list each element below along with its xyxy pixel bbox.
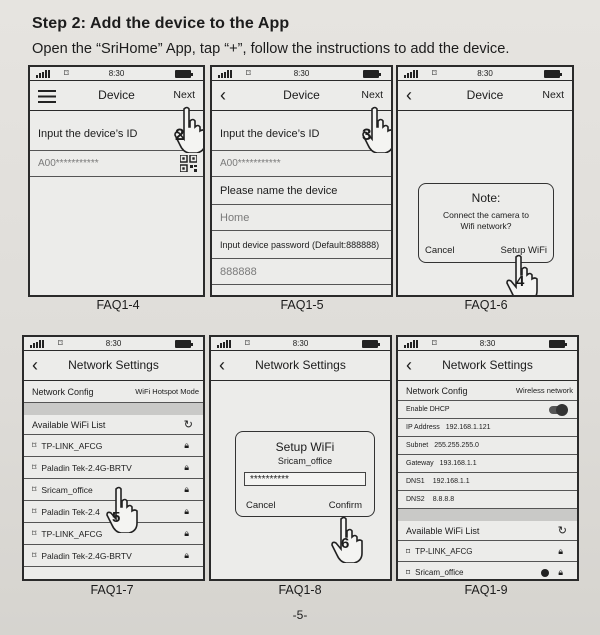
step-description: Open the “SriHome” App, tap “+”, follow the instructions to add the device. xyxy=(32,41,510,57)
dialog-ssid: Sricam_office xyxy=(277,456,333,466)
connected-dot-icon xyxy=(541,569,549,577)
lock-icon: 🔒︎ xyxy=(184,440,189,450)
subnet-label: Subnet xyxy=(406,442,429,449)
nav-title: Device xyxy=(283,88,320,102)
status-time: 8:30 xyxy=(477,69,493,78)
phone-screen-faq1-4 xyxy=(28,65,205,297)
dialog-text-line2: Wifi network? xyxy=(460,221,512,231)
wifi-icon: ⌑ xyxy=(432,68,437,78)
caption-faq1-6: FAQ1-6 xyxy=(464,298,508,312)
wifi-icon: ⌑ xyxy=(245,338,250,348)
lock-icon: 🔒︎ xyxy=(184,506,189,516)
confirm-button[interactable]: Confirm xyxy=(328,500,362,511)
wifi-ssid: TP-LINK_AFCG xyxy=(41,528,103,539)
wifi-icon: ⌑ xyxy=(246,68,251,78)
device-id-input[interactable]: A00*********** xyxy=(30,151,203,177)
dns2-row xyxy=(398,491,577,509)
caption-faq1-9: FAQ1-9 xyxy=(464,583,508,597)
tap-step-number: 4 xyxy=(516,273,525,290)
network-config-row[interactable] xyxy=(398,381,577,401)
dhcp-label: Enable DHCP xyxy=(406,406,450,413)
gateway-value[interactable]: 193.168.1.1 xyxy=(439,460,477,467)
back-arrow-icon[interactable]: ‹ xyxy=(32,355,38,375)
caption-faq1-8: FAQ1-8 xyxy=(278,583,322,597)
ip-address-row xyxy=(398,419,577,437)
battery-icon xyxy=(544,70,560,78)
lock-icon: 🔒︎ xyxy=(184,462,189,472)
status-time: 8:30 xyxy=(293,69,310,78)
status-bar xyxy=(24,337,203,351)
device-password-input[interactable]: 888888 xyxy=(212,259,391,285)
wifi-list-item[interactable] xyxy=(24,545,203,567)
status-time: 8:30 xyxy=(479,339,496,348)
network-config-row[interactable] xyxy=(24,381,203,403)
phone-screen-faq1-8 xyxy=(209,335,392,581)
nav-title: Device xyxy=(98,88,135,102)
refresh-icon[interactable]: ↻ xyxy=(557,525,567,537)
wifi-icon: ⌑ xyxy=(432,338,437,348)
page-number: -5- xyxy=(292,608,308,622)
caption-faq1-4: FAQ1-4 xyxy=(96,298,140,312)
wifi-icon: ⌑ xyxy=(32,506,37,516)
section-divider xyxy=(24,403,203,415)
nav-title: Network Settings xyxy=(442,358,533,372)
navbar xyxy=(211,351,390,381)
caption-faq1-5: FAQ1-5 xyxy=(280,298,324,312)
wifi-ssid: Sricam_office xyxy=(415,568,464,577)
subnet-value[interactable]: 255.255.255.0 xyxy=(434,442,479,449)
network-config-label: Network Config xyxy=(32,386,94,397)
note-dialog xyxy=(418,183,554,263)
gateway-label: Gateway xyxy=(406,460,434,467)
wifi-ssid: Paladin Tek-2.4 xyxy=(41,506,100,517)
navbar xyxy=(398,81,572,111)
device-name-label: Please name the device xyxy=(212,177,391,205)
back-arrow-icon[interactable]: ‹ xyxy=(220,85,226,105)
dns1-value[interactable]: 192.168.1.1 xyxy=(432,478,470,485)
wifi-ssid: TP-LINK_AFCG xyxy=(41,440,103,451)
dialog-text-line1: Connect the camera to xyxy=(443,210,529,220)
phone-screen-faq1-6 xyxy=(396,65,574,297)
qr-code-icon[interactable] xyxy=(180,155,197,172)
dhcp-toggle[interactable] xyxy=(549,406,567,414)
device-password-label: Input device password (Default:888888) xyxy=(212,231,391,259)
device-name-input[interactable]: Home xyxy=(212,205,391,231)
nav-title: Device xyxy=(466,88,504,102)
lock-icon: 🔒︎ xyxy=(184,484,189,494)
wifi-icon: ⌑ xyxy=(58,338,63,348)
status-bar xyxy=(398,67,572,81)
nav-title: Network Settings xyxy=(68,358,159,372)
wifi-list-item[interactable] xyxy=(24,457,203,479)
wifi-icon: ⌑ xyxy=(406,546,411,556)
dialog-title: Note: xyxy=(471,191,501,205)
battery-icon xyxy=(549,340,565,348)
dns2-label: DNS2 xyxy=(406,496,425,503)
wifi-icon: ⌑ xyxy=(32,550,37,560)
battery-icon xyxy=(363,70,379,78)
next-button[interactable]: Next xyxy=(542,89,564,101)
nav-title: Network Settings xyxy=(255,358,346,372)
wifi-icon: ⌑ xyxy=(32,528,37,538)
wifi-list-header xyxy=(24,415,203,435)
phone-screen-faq1-5 xyxy=(210,65,393,297)
wifi-ssid: Sricam_office xyxy=(41,484,93,495)
wifi-ssid: Paladin Tek-2.4G-BRTV xyxy=(41,462,132,473)
wifi-icon: ⌑ xyxy=(32,484,37,494)
dns1-row xyxy=(398,473,577,491)
cancel-button[interactable]: Cancel xyxy=(425,245,455,256)
battery-icon xyxy=(175,340,191,348)
status-bar xyxy=(211,337,390,351)
next-button[interactable]: Next xyxy=(361,89,383,101)
setup-wifi-dialog xyxy=(235,431,375,517)
battery-icon xyxy=(362,340,378,348)
tap-step-number: 2 xyxy=(175,125,185,144)
device-id-label: Input the device’s ID xyxy=(30,111,203,151)
tap-step-number: 3 xyxy=(362,125,372,144)
lock-icon: 🔒︎ xyxy=(558,567,563,577)
battery-icon xyxy=(175,70,191,78)
tap-step-number: 5 xyxy=(112,509,121,526)
wifi-icon: ⌑ xyxy=(32,440,37,450)
subnet-row xyxy=(398,437,577,455)
refresh-icon[interactable]: ↻ xyxy=(183,419,193,431)
dns1-label: DNS1 xyxy=(406,478,425,485)
back-arrow-icon[interactable]: ‹ xyxy=(406,355,412,375)
status-bar xyxy=(398,337,577,351)
wifi-list-label: Available WiFi List xyxy=(32,419,106,430)
tap-hand-icon xyxy=(104,485,140,533)
status-time: 8:30 xyxy=(105,339,122,348)
wifi-ssid: TP-LINK_AFCG xyxy=(415,546,473,556)
status-bar xyxy=(30,67,203,81)
network-config-label: Network Config xyxy=(406,385,468,396)
lock-icon: 🔒︎ xyxy=(184,550,189,560)
setup-wifi-button[interactable]: Setup WiFi xyxy=(500,245,547,256)
back-arrow-icon[interactable]: ‹ xyxy=(406,85,412,105)
navbar xyxy=(24,351,203,381)
ip-address-label: IP Address xyxy=(406,424,440,431)
lock-icon: 🔒︎ xyxy=(184,528,189,538)
caption-faq1-7: FAQ1-7 xyxy=(90,583,134,597)
tap-step-number: 6 xyxy=(341,535,350,552)
step-title: Step 2: Add the device to the App xyxy=(32,15,290,32)
wifi-icon: ⌑ xyxy=(64,68,69,78)
device-id-label: Input the device’s ID xyxy=(212,111,391,151)
dialog-title: Setup WiFi xyxy=(275,440,335,454)
navbar xyxy=(398,351,577,381)
status-time: 8:30 xyxy=(108,69,125,78)
wifi-icon: ⌑ xyxy=(32,462,37,472)
back-arrow-icon[interactable]: ‹ xyxy=(219,355,225,375)
cancel-button[interactable]: Cancel xyxy=(246,500,276,511)
ip-address-value[interactable]: 192.168.1.121 xyxy=(445,424,491,431)
next-button[interactable]: Next xyxy=(173,89,195,101)
phone-screen-faq1-9 xyxy=(396,335,579,581)
section-divider xyxy=(398,509,577,521)
dhcp-row xyxy=(398,401,577,419)
gateway-row xyxy=(398,455,577,473)
network-config-value: WiFi Hotspot Mode xyxy=(135,387,199,396)
wifi-list-label: Available WiFi List xyxy=(406,525,480,536)
wifi-list-item[interactable] xyxy=(24,435,203,457)
wifi-list-item[interactable] xyxy=(398,562,577,581)
status-bar xyxy=(212,67,391,81)
wifi-list-header xyxy=(398,521,577,541)
wifi-ssid: Paladin Tek-2.4G-BRTV xyxy=(41,550,132,561)
wifi-icon: ⌑ xyxy=(406,568,411,577)
status-time: 8:30 xyxy=(292,339,309,348)
wifi-list-item[interactable] xyxy=(398,541,577,562)
lock-icon: 🔒︎ xyxy=(558,545,563,556)
dns2-value[interactable]: 8.8.8.8 xyxy=(432,496,455,503)
wifi-password-input[interactable]: ********** xyxy=(244,472,366,486)
phone-screen-faq1-7 xyxy=(22,335,205,581)
device-id-input[interactable]: A00*********** xyxy=(212,151,391,177)
network-config-value: Wireless network xyxy=(515,386,573,395)
